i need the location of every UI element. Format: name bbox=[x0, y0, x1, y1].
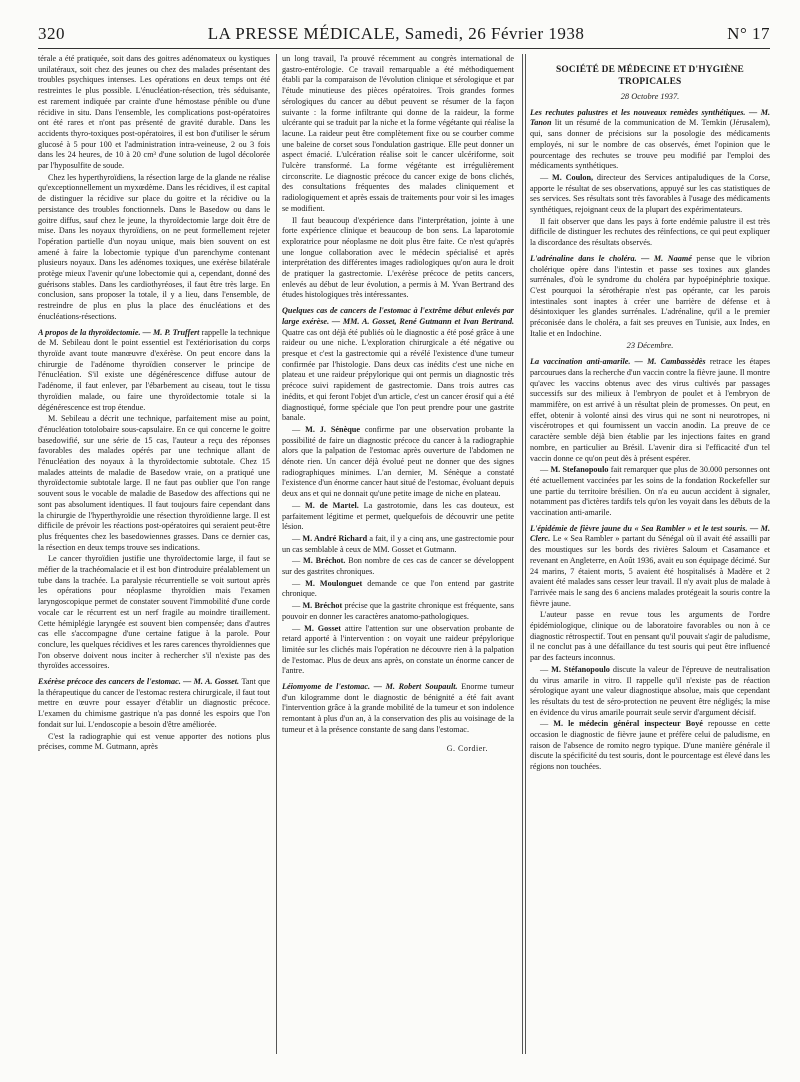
paragraph: — M. J. Sénèque confirme par une observation probante la possibilité de faire un diagnostic précoce du cancer à la radiographie alors que la palpation de l'estomac après ouverture de l'abdomen ne dénote rien. Un cancer déjà évolué peut ne donner que des signes radiographiques minimes. L'an dernier, M. Sénèque a constaté l'existence d'un énorme cancer haut situé de l'estomac, évoluant depuis deux ans et qui ne donnait qu'une petite image de niche en plateau. bbox=[282, 424, 514, 499]
author-name: M. André Richard bbox=[302, 533, 368, 543]
paragraph: Le cancer thyroïdien justifie une thyroïdectomie large, il faut se méfier de la trachéomalacie et il est bon d'introduire préalablement un tube dans la trachée. La paralysie récurrentielle se voit surtout après les opérations pour néoplasme thyroïdien mais l'examen laryngoscopique permet de constater souvent l'immobilité d'une corde vocale car le récurrent est un nerf fragile au moindre tiraillement. Cette hémiplégie laryngée est souvent bien compensée; dans d'autres cas elle s'accompagne d'une certaine fatigue à la parole. Pour conclure, les quelques récidives et les rares carences thyroïdiennes que l'on observe doivent nous inciter à rechercher s'il n'existe pas des thyroïdes accessoires. bbox=[38, 554, 270, 671]
heading-text: La vaccination anti-amarile. bbox=[530, 357, 631, 367]
article-heading: Léiomyome de l'estomac. — M. Robert Soupault. Enorme tumeur d'un kilogramme dont le diagnostic de bénignité a été fait avant l'intervention grâce à la grande mobilité de la tumeur et son indolence remontant à plus d'un an, à la conservation des plis au voisinage de la tumeur et à la présence constante de sang dans l'estomac. bbox=[282, 682, 514, 734]
heading-text: Quelques cas de cancers de l'estomac à l'extrême début enlevés par large exérèse. bbox=[282, 306, 514, 326]
paragraph: — M. Gosset attire l'attention sur une observation probante de retard apporté à l'intervention : on voyait une raideur prépylorique limitée sur les clichés mais l'opération ne découvre rien à la palpation de l'estomac. Plus de deux ans après, on constate un énorme cancer de l'antre. bbox=[282, 623, 514, 676]
author-name: M. le médecin général inspecteur Boyé bbox=[553, 719, 703, 729]
header-rule bbox=[38, 48, 770, 49]
author-name: M. Bréchot. bbox=[303, 556, 346, 566]
author-name: M. J. Sénèque bbox=[305, 424, 360, 434]
paragraph: — M. Bréchot précise que la gastrite chronique est fréquente, sans pouvoir en donner les caractères anatomo-pathologiques. bbox=[282, 601, 514, 621]
paragraph: térale a été pratiquée, soit dans des goitres adénomateux ou kystiques unilatéraux, soit chez des jeunes ou chez des malades présentant des troubles psychiques intenses. Les opérations en deux temps ont été restreintes le plus possible. L'énucléation-résection, très séduisante, est rarement indiquée par crainte d'une hémostase pénible ou d'une récidive in situ. Dans l'ensemble, les complications post-opératoires ont été rares et n'ont pas présenté de gravité durable. Dans les accidents thyro-toxiques post-opératoires, il est bon d'utiliser le sérum glucosé à 5 pour 100 et l'administration intra-veineuse, 2 ou 3 fois dans les 24 heures, de 10 à 20 cm³ d'une solution de lugol décolorée par l'hyposulfite de soude. bbox=[38, 54, 270, 171]
article-heading: A propos de la thyroïdectomie. — M. P. Truffert rappelle la technique de M. Sebileau dont le point essentiel est l'extériorisation du corps thyroïde avant toute manœuvre d'exérèse. On peut encore dans la chirurgie de l'adénome thyroïdien conserver le principe de l'énucléation. S'il existe une dégénérescence diffuse autour de l'adénome, il faut enlever, par l'ébarbement au ciseau, tout le tissu thyroïdien malade, ou faire une thyroïdectomie totale si la dégénérescence est trop étendue. bbox=[38, 327, 270, 412]
author-name: M. Clerc. bbox=[530, 523, 770, 544]
heading-text: Léiomyome de l'estomac. bbox=[282, 682, 371, 692]
author-name: M. Robert Soupault. bbox=[385, 682, 458, 692]
column-divider-double bbox=[525, 54, 526, 1054]
paragraph: — M. André Richard a fait, il y a cinq ans, une gastrectomie pour un cas semblable à ceux de MM. Gosset et Gutmann. bbox=[282, 533, 514, 554]
paragraph-text: a fait, il y a cinq ans, une gastrectomie pour un cas semblable à ceux de MM. Gosset et Gutmann. bbox=[282, 533, 514, 554]
author-name: M. Tanon bbox=[530, 107, 770, 128]
session-date: 23 Décembre. bbox=[626, 341, 674, 351]
author-name: M. Cambassèdès bbox=[647, 357, 706, 367]
article-heading: L'épidémie de fièvre jaune du « Sea Rambler » et le test souris. — M. Clerc. Le « Sea Rambler » partant du Sénégal où il avait été assailli par des moustiques sur les bords des rivières Saloum et Casamance et revenant en Angleterre, en Août 1936, avait eu son équipage décimé. Sur 24 marins, 7 étaient morts, 5 avaient été hospitalisés à Madère et 2 avaient été malades sans cesser leur travail. Il n'y avait plus de malade à l'arrivée mais le sang des 6 anciens malades protégeait la souris contre la fièvre jaune. bbox=[530, 523, 770, 608]
issue-number: N° 17 bbox=[727, 24, 770, 43]
paragraph-text: lit un résumé de la communication de M. Temkin (Jérusalem), qui, sans donner de précisions sur la posologie des médicaments employés, ni sur le nombre de cas observés, émet l'opinion que le pourcentage des rechutes se trouve peu modifié par l'emploi des médicaments synthétiques. bbox=[530, 118, 770, 171]
paragraph-text: repousse en cette occasion le diagnostic de fièvre jaune et préfère celui de paludisme, en raison de l'absence de romito negro typique. D'une manière générale il discute la spécificité du test souris, dont le pourcentage est élevé dans les régions non touchées. bbox=[530, 719, 770, 772]
author-name: M. A. Gosset. bbox=[193, 677, 240, 687]
paragraph-text: La gastrotomie, dans les cas douteux, est parfaitement légitime et permet, quelquefois de découvrir une petite lésion. bbox=[282, 500, 514, 532]
journal-title: LA PRESSE MÉDICALE, Samedi, 26 Février 1938 bbox=[207, 24, 585, 43]
paragraph-text: rappelle la technique de M. Sebileau dont le point essentiel est l'extériorisation du corps thyroïde avant toute manœuvre d'exérèse. On peut encore dans la chirurgie de l'adénome thyroïdien conserver le principe de l'énucléation. S'il existe une dégénérescence diffuse autour de l'adénome, il faut enlever, par l'ébarbement au ciseau, tout le tissu thyroïdien malade, ou faire une thyroïdectomie totale si la dégénérescence est trop étendue. bbox=[38, 327, 270, 412]
author-name: M. P. Truffert bbox=[153, 327, 200, 337]
paragraph: — M. Moulonguet demande ce que l'on entend par gastrite chronique. bbox=[282, 578, 514, 599]
article-heading: Exérèse précoce des cancers de l'estomac. — M. A. Gosset. Tant que la thérapeutique du cancer de l'estomac restera chirurgicale, il faut tout mettre en œuvre pour essayer d'établir un diagnostic précoce. L'examen du chimisme gastrique n'a pas donné les espoirs que l'on fondait sur lui. L'endoscopie a besoin d'être améliorée. bbox=[38, 677, 270, 729]
author-name: M. Stefanopoulo bbox=[550, 465, 609, 475]
heading-text: L'épidémie de fièvre jaune du « Sea Rambler » et le test souris. bbox=[530, 523, 748, 533]
paragraph: — M. de Martel. La gastrotomie, dans les cas douteux, est parfaitement légitime et permet, quelquefois de découvrir une petite lésion. bbox=[282, 500, 514, 532]
author-name: M. Bréchot bbox=[302, 601, 343, 611]
column-3 bbox=[530, 54, 770, 1070]
paragraph: un long travail, l'a prouvé récemment au congrès international de gastro-entérologie. Ce travail remarquable a été méthodiquement établi par la comparaison de l'évolution clinique et sérologique et par l'étude minutieuse des pièces opératoires. Trois grandes formes sérologiques du cancer au début peuvent se résumer de la façon suivante : la forme infiltrante qui donne de la raideur, la forme ulcérante qui se traduit par la niche et la forme végétante qui réalise la lacune. La raideur peut être complètement fixe ou se courber comme une baleine de corset sous l'ondulation gastrique. Elle peut donner un aspect émacié. L'ulcération réalise soit le cancer ulcériforme, soit l'ulcère transformé. La forme végétante est irrégulièrement circonscrite. Le diagnostic précoce du cancer exige de bons clichés, des consultations fréquentes des malades cliniquement et radiologiquement et après essais de traitements pour voir si les images se modifient. bbox=[282, 54, 514, 213]
article-heading: Les rechutes palustres et les nouveaux remèdes synthétiques. — M. Tanon lit un résumé de la communication de M. Temkin (Jérusalem), qui, sans donner de précisions sur la posologie des médicaments employés, ni sur le nombre de cas observés, émet l'opinion que le pourcentage des rechutes se trouve peu modifié par l'emploi des médicaments synthétiques. bbox=[530, 107, 770, 171]
paragraph: Chez les hyperthyroïdiens, la résection large de la glande ne réalise qu'exceptionnellement un myxœdème. Dans les récidives, il est capital de distinguer la récidive sur place du goitre et la récidive ou la persistance des troubles fonctionnels. Dans le Basedow ou dans le goitre diffus, sauf chez le jeune, la thyroïdectomie large doit être de mise. Dans les noyaux thyroïdiens, on ne peut formellement rejeter l'opération partielle d'un noyau unique, mais bien souvent on est amené à faire la lobectomie typique d'un parenchyme contenant plusieurs noyaux. Dans les adénomes toxiques, une exérèse bilatérale protège mieux l'avenir qu'une lobectomie qui a, cependant, donné des guérisons stables. Dans les cardiothyréoses, il faut être très large. En conclusion, sans proposer la totale, il y a lieu, dans l'ensemble, de restreindre de plus en plus la place des énucléations et des énucléations-résections. bbox=[38, 172, 270, 321]
heading-text: A propos de la thyroïdectomie. bbox=[38, 327, 141, 337]
paragraph-text: Tant que la thérapeutique du cancer de l'estomac restera chirurgicale, il faut tout mettre en œuvre pour essayer d'établir un diagnostic précoce. L'examen du chimisme gastrique n'a pas donné les espoirs que l'on fondait sur lui. L'endoscopie a besoin d'être améliorée. bbox=[38, 677, 270, 729]
heading-text: L'adrénaline dans le choléra. bbox=[530, 253, 637, 263]
paragraph: Il faut beaucoup d'expérience dans l'interprétation, jointe à une forte expérience clinique et beaucoup de bon sens. La laparotomie exploratrice pour néoplasme ne doit plus être faite. Ce n'est qu'après une longue collaboration avec le médecin spécialisé et après interprétation des différentes images radiologiques qu'on aura le droit de pratiquer la gastrectomie. L'exérèse précoce de petits cancers, enlevés au début de leur évolution, a permis à M. Yvan Bertrand des études histologiques très intéressantes. bbox=[282, 215, 514, 300]
page-header bbox=[38, 24, 770, 44]
paragraph-text: confirme par une observation probante la possibilité de faire un diagnostic précoce du cancer à la radiographie alors que la palpation de l'estomac après ouverture de l'abdomen ne dénote rien. Un cancer déjà évolué peut ne donner que des signes radiographiques minimes. L'an dernier, M. Sénèque a constaté l'existence d'un énorme cancer haut situé de l'estomac, évoluant depuis deux ans et qui ne donnait qu'une petite image de niche en plateau. bbox=[282, 424, 514, 499]
author-name: MM. A. Gosset, René Gutmann et Ivan Bertrand. bbox=[342, 316, 514, 326]
paragraph-text: Bon nombre de ces cas de cancer se développent sur des gastrites chroniques. bbox=[282, 556, 514, 577]
paragraph-text: demande ce que l'on entend par gastrite chronique. bbox=[282, 578, 514, 599]
heading-text: Exérèse précoce des cancers de l'estomac. bbox=[38, 677, 181, 687]
paragraph-text: précise que la gastrite chronique est fréquente, sans pouvoir en donner les caractères anatomo-pathologiques. bbox=[282, 601, 514, 621]
paragraph: — M. Bréchot. Bon nombre de ces cas de cancer se développent sur des gastrites chroniques. bbox=[282, 556, 514, 577]
author-name: M. Gosset bbox=[304, 623, 341, 633]
paragraph: Il fait observer que dans les pays à forte endémie palustre il est très difficile de distinguer les rechutes des réinfections, ce qui peut expliquer la discordance des résultats observés. bbox=[530, 216, 770, 248]
column-2 bbox=[282, 54, 514, 1070]
paragraph: — M. Coulon, directeur des Services antipaludiques de la Corse, apporte le résultat de ses observations, appuyé sur les cas statistiques de ses services. Ses résultats sont très favorables à l'usage des médicaments synthétiques, rejoignant ceux de la plupart des expérimentateurs. bbox=[530, 172, 770, 215]
heading-text: Les rechutes palustres et les nouveaux remèdes synthétiques. bbox=[530, 107, 746, 117]
paragraph-text: Quatre cas ont déjà été publiés où le diagnostic a été posé grâce à une raideur ou une niche. L'exploration chirurgicale a été négative ou presque et c'est la gastrectomie qui a révélé l'existence d'une tumeur confirmée par l'histologie. Dans deux cas inédits c'est une niche en plateau et une raideur prépylorique qui ont permis un diagnostic très précoce suivi rapidement de gastrectomie. Dans trois autres cas inédits, et qui feront l'objet d'un article, c'est un cancer érosif qui a été diagnostiqué, forme spéciale que l'on peut prendre pour une gastrite banale. bbox=[282, 327, 514, 423]
author-name: M. Naamé bbox=[653, 253, 692, 263]
author-name: M. Coulon, bbox=[552, 172, 594, 182]
article-heading: La vaccination anti-amarile. — M. Cambassèdès retrace les étapes parcourues dans la recherche d'un vaccin contre la fièvre jaune. Il montre qu'avec les vaccins obtenus avec des virus cultivés par passages successifs sur des milieux à l'embryon de poulet et à l'embryon de mammifère, on est arrivé à un résultat plein de promesses. On peut, en effet, obtenir à volonté ainsi des virus qui ne sont ni neurotropes, ni viscérotropes et qui fournissent un vaccin anodin. La preuve de ce caractère semble déjà bien établie par les injections faites en grand nombre, en particulier au Brésil. L'avenir dira si l'efficacité d'un tel vaccin donne ce qu'on peut dès à présent espérer. bbox=[530, 357, 770, 463]
paragraph-text: fait remarquer que plus de 30.000 personnes ont été actuellement vaccinées par les soins de la fondation Rockefeller sur une partie du territoire brésilien. On n'a eu aucun accident à signaler, notamment pas d'ictères tardifs tels qu'on les voyait dans les débuts de la vaccination anti-amarile. bbox=[530, 465, 770, 518]
column-1 bbox=[38, 54, 270, 1070]
paragraph-text: discute la valeur de l'épreuve de neutralisation du virus amarile in vitro. Il rappelle qu'il n'existe pas de réaction sérologique ayant une valeur diagnostique absolue, mais que cependant les résultats du test de séro-protection ne peuvent être négligés; la mise en évidence du virus amarile pourrait seule servir d'argument décisif. bbox=[530, 664, 770, 717]
paragraph-text: Le « Sea Rambler » partant du Sénégal où il avait été assailli par des moustiques sur les bords des rivières Saloum et Casamance et revenant en Angleterre, en Août 1936, avait eu son équipage décimé. Sur 24 marins, 7 étaient morts, 5 avaient été hospitalisés à Madère et 2 avaient été malades sans cesser leur travail. Il n'y avait plus de malade à l'arrivée mais le sang des 6 anciens malades protégeait la souris contre la fièvre jaune. bbox=[530, 534, 770, 608]
session-date: 28 Octobre 1937. bbox=[620, 92, 680, 101]
paragraph: C'est la radiographie qui est venue apporter des notions plus précises, comme M. Gutmann, après bbox=[38, 731, 270, 752]
column-divider bbox=[522, 54, 523, 1054]
paragraph: — M. Stéfanopoulo discute la valeur de l'épreuve de neutralisation du virus amarile in vitro. Il rappelle qu'il n'existe pas de réaction sérologique ayant une valeur diagnostique absolue, mais que cependant les résultats du test de séro-protection ne peuvent être négligés; la mise en évidence du virus amarile pourrait seule servir d'argument décisif. bbox=[530, 664, 770, 717]
author-name: M. de Martel. bbox=[305, 500, 359, 510]
paragraph: M. Sebileau a décrit une technique, parfaitement mise au point, d'énucléation totolobaire sous-capsulaire. En ce qui concerne le goitre basedowifié, sur une série de 15 cas, l'auteur a reçu des réponses favorables des malades opérés par une technique allant de l'énucléation des noyaux à la thyroïdectomie subtotale. Chez 15 malades atteints de maladie de Basedow vraie, on a pratiqué une thyroïdectomie subtotale large. Il ne faut pas oublier que l'on range souvent sous le vocable de maladie de Basedow des affections qui ne sont pas absolument identiques. Il faut toujours faire cependant dans la chirurgie de l'hyperthyroïdie une résection thyroïdienne large. Il est difficile de prévoir les réactions post-opératoires qui seraient peut-être plus fréquentes chez les basedowiennes grasses. Dans ce dernier cas, la résection en deux temps trouve ses indications. bbox=[38, 414, 270, 552]
paragraph: — M. le médecin général inspecteur Boyé repousse en cette occasion le diagnostic de fièvre jaune et préfère celui de paludisme, en raison de l'absence de romito negro typique. D'une manière générale il discute la spécificité du test souris, dont le pourcentage est élevé dans les régions non touchées. bbox=[530, 719, 770, 772]
article-heading: L'adrénaline dans le choléra. — M. Naamé pense que le vibrion cholérique opère dans l'intestin et passe ses toxines aux glandes surrénales, d'où le syndrome du choléra par hypoépinéphrie toxique. C'est pourquoi la sérothérapie n'est pas opérante, car les parois intestinales sont inaptes à créer une barrière de défense et à désintoxiquer les glandes surrénales. L'adrénaline, qu'il a le premier préconisée dans le choléra, a fait ses preuves en Tunisie, aux Indes, en Italie et en Indochine. bbox=[530, 253, 770, 338]
author-name: M. Moulonguet bbox=[305, 578, 363, 588]
paragraph-text: Enorme tumeur d'un kilogramme dont le diagnostic de bénignité a été fait avant l'intervention grâce à la grande mobilité de la tumeur et son indolence remontant à plus d'un an, à la conservation des plis au voisinage de la tumeur et à la présence constante de sang dans l'estomac. bbox=[282, 682, 514, 734]
section-title: SOCIÉTÉ DE MÉDECINE ET D'HYGIÈNE TROPICALES bbox=[555, 65, 745, 87]
paragraph-text: attire l'attention sur une observation probante de retard apporté à l'intervention : on voyait une raideur prépylorique limitée sur les clichés mais l'opération ne découvre rien à la palpation de l'estomac. Plus de deux ans après, on constate un énorme cancer de l'antre. bbox=[282, 623, 514, 676]
column-divider bbox=[276, 54, 277, 1054]
signature: G. Cordier. bbox=[446, 743, 488, 753]
paragraph-text: pense que le vibrion cholérique opère dans l'intestin et passe ses toxines aux glandes surrénales, d'où le syndrome du choléra par hypoépinéphrie toxique. C'est pourquoi la sérothérapie n'est pas opérante, car les parois intestinales sont inaptes à créer une barrière de défense et à désintoxiquer les glandes surrénales. L'adrénaline, qu'il a le premier préconisée dans le choléra, a fait ses preuves en Tunisie, aux Indes, en Italie et en Indochine. bbox=[530, 253, 770, 338]
paragraph-text: directeur des Services antipaludiques de la Corse, apporte le résultat de ses observations, appuyé sur les cas statistiques de ses services. Ses résultats sont très favorables à l'usage des médicaments synthétiques, rejoignant ceux de la plupart des expérimentateurs. bbox=[530, 172, 770, 215]
paragraph-text: retrace les étapes parcourues dans la recherche d'un vaccin contre la fièvre jaune. Il montre qu'avec les vaccins obtenus avec des virus cultivés par passages successifs sur des milieux à l'embryon de poulet et à l'embryon de mammifère, on est arrivé à un résultat plein de promesses. On peut, en effet, obtenir à volonté ainsi des virus qui ne sont ni neurotropes, ni viscérotropes et qui fournissent un vaccin anodin. La preuve de ce caractère semble déjà bien établie par les injections faites en grand nombre, en particulier au Brésil. L'avenir dira si l'efficacité d'un tel vaccin donne ce qu'on peut dès à présent espérer. bbox=[530, 357, 770, 463]
paragraph: — M. Stefanopoulo fait remarquer que plus de 30.000 personnes ont été actuellement vaccinées par les soins de la fondation Rockefeller sur une partie du territoire brésilien. On n'a eu aucun accident à signaler, notamment pas d'ictères tardifs tels qu'on les voyait dans les débuts de la vaccination anti-amarile. bbox=[530, 465, 770, 518]
page-number: 320 bbox=[38, 24, 65, 43]
author-name: M. Stéfanopoulo bbox=[551, 664, 610, 674]
article-heading: Quelques cas de cancers de l'estomac à l'extrême début enlevés par large exérèse. — MM. A. Gosset, René Gutmann et Ivan Bertrand. Quatre cas ont déjà été publiés où le diagnostic a été posé grâce à une raideur ou une niche. L'exploration chirurgicale a été négative ou presque et c'est la gastrectomie qui a révélé l'existence d'une tumeur confirmée par l'histologie. Dans deux cas inédits c'est une niche en plateau et une raideur prépylorique qui ont permis un diagnostic très précoce suivi rapidement de gastrectomie. Dans trois autres cas inédits, et qui feront l'objet d'un article, c'est un cancer érosif qui a été diagnostiqué, forme spéciale que l'on peut prendre pour une gastrite banale. bbox=[282, 306, 514, 423]
paragraph: L'auteur passe en revue tous les arguments de l'ordre épidémiologique, clinique ou de laboratoire favorables ou non à ce diagnostic rétrospectif. Tout en pensant qu'il pouvait s'agir de paludisme, il ne conclut pas à une défaillance du test souris qui peut être influencé par des facteurs inconnus. bbox=[530, 610, 770, 663]
